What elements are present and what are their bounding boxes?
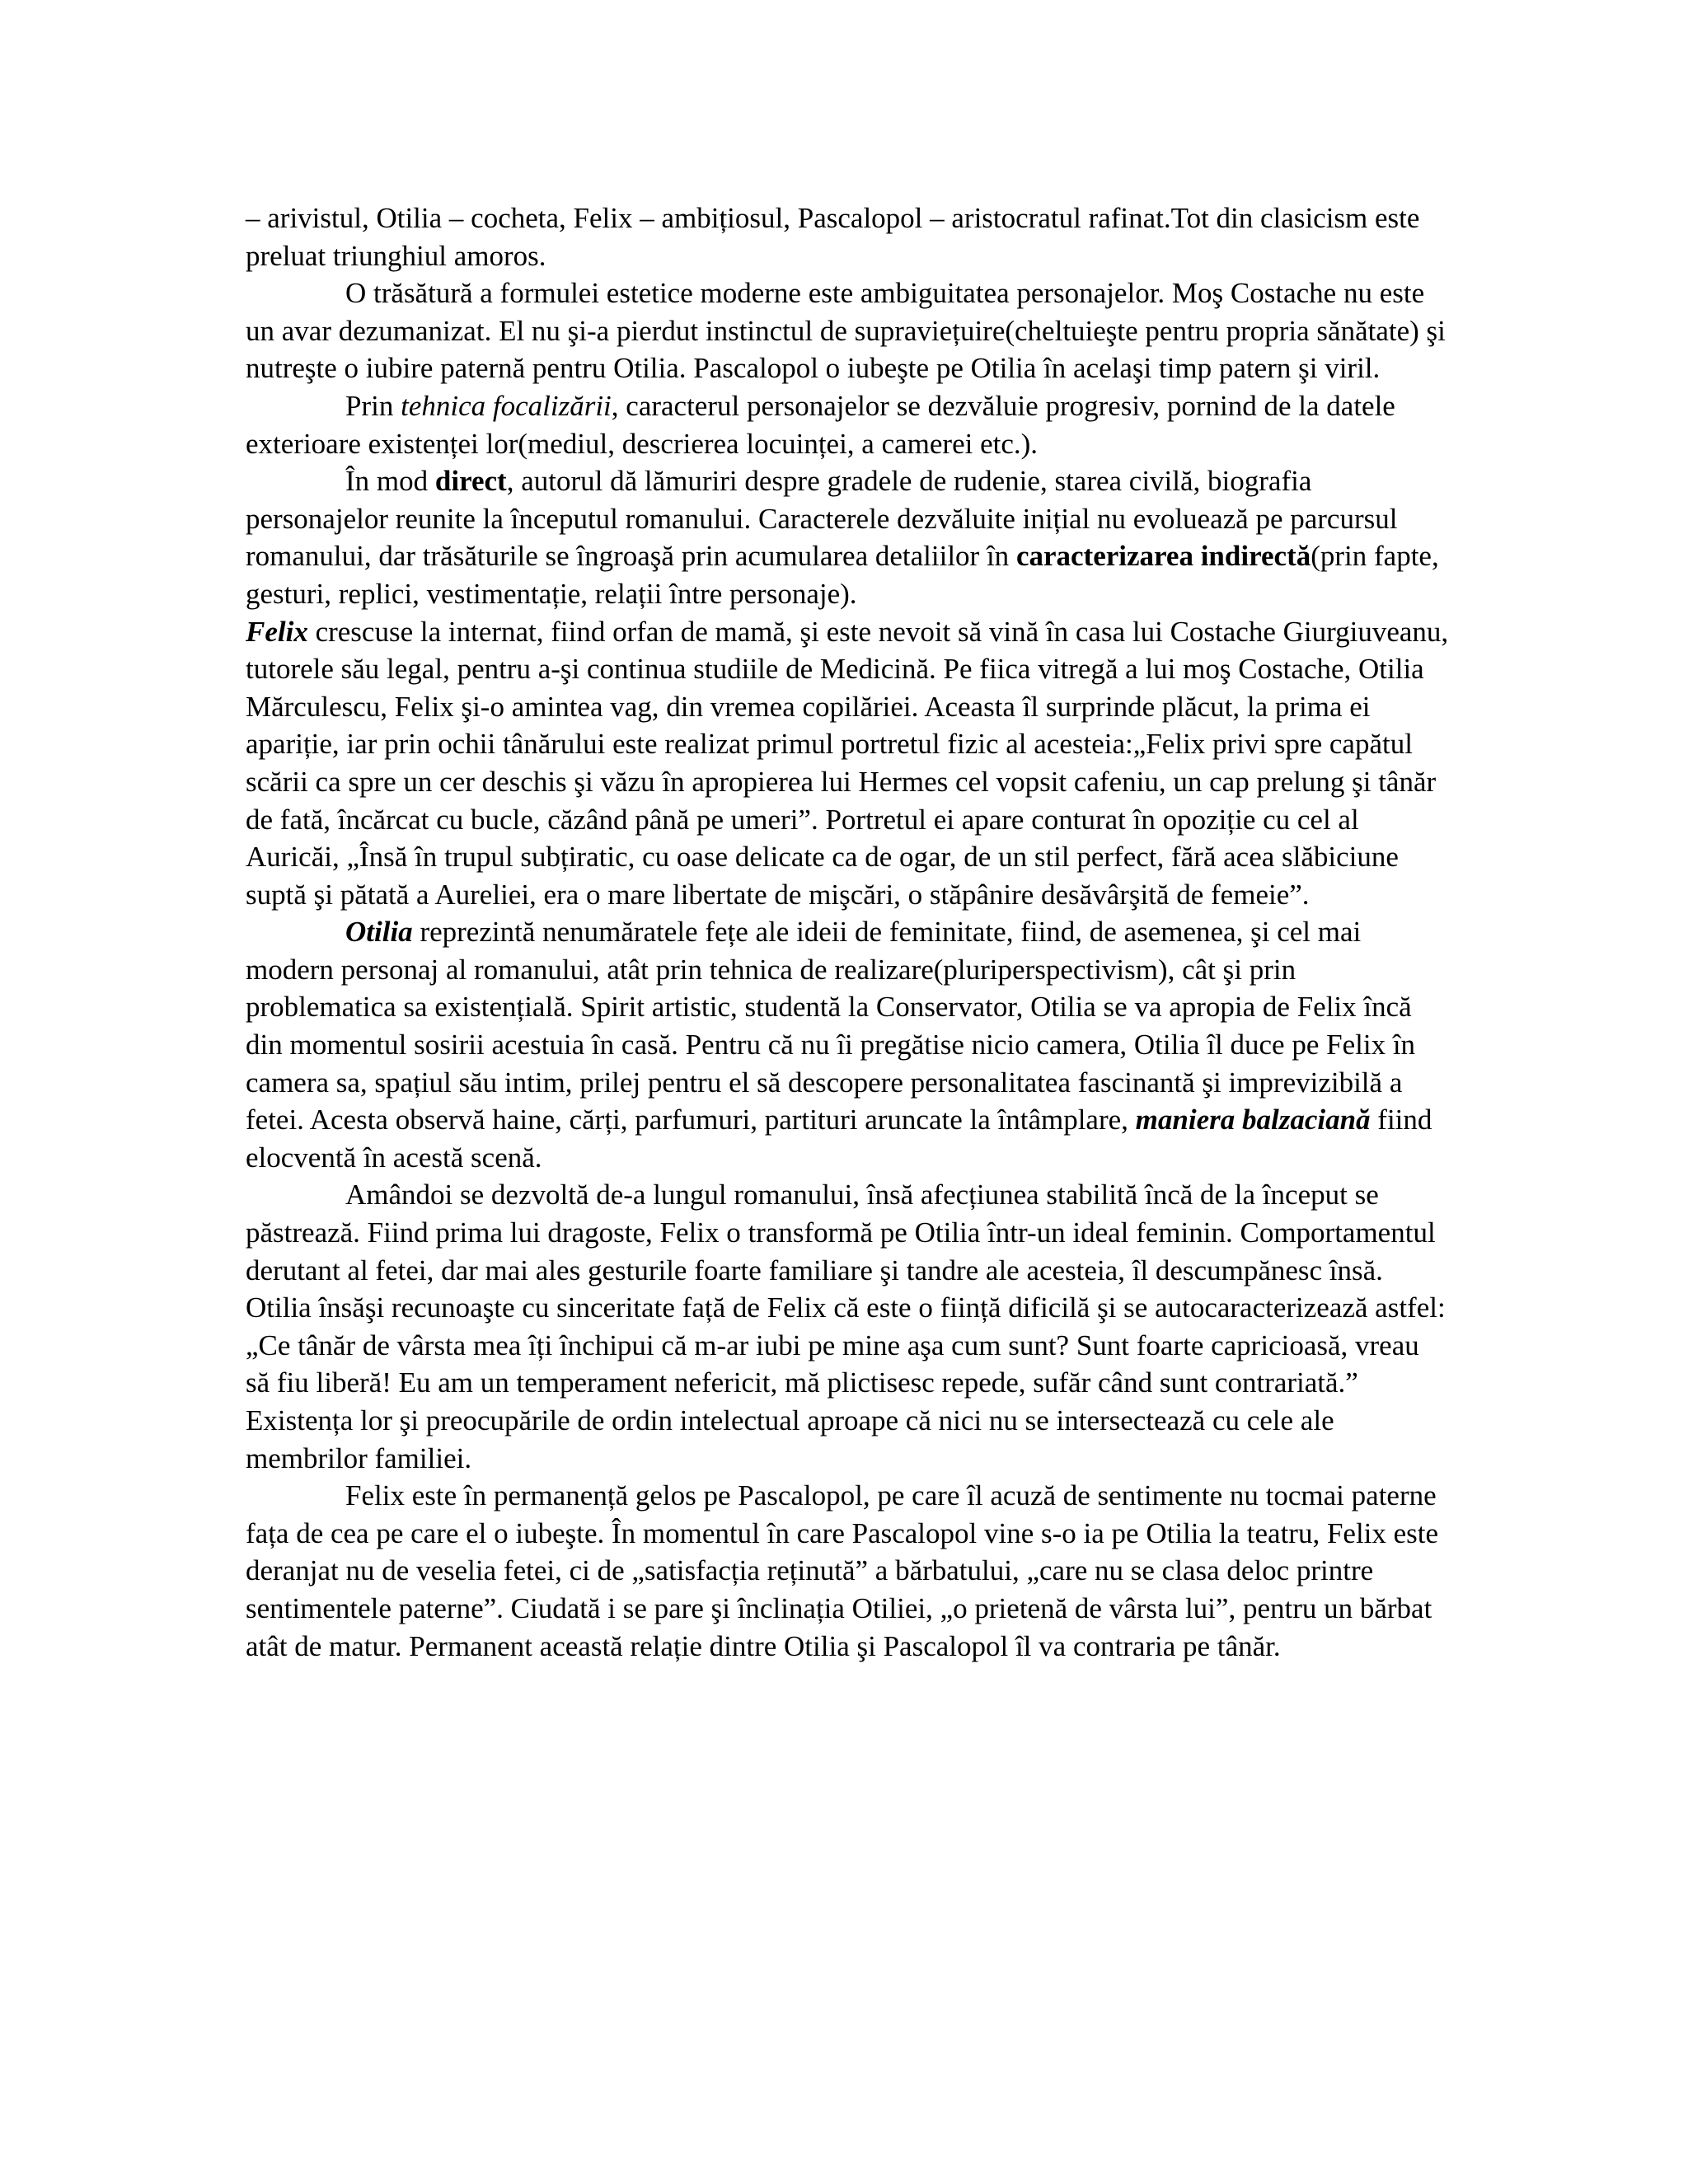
- text-run: – arivistul, Otilia – cocheta, Felix – ambițiosul, Pascalopol – aristocratul rafinat.Tot din clasicism este preluat triunghiul amoros.: [246, 202, 1420, 272]
- paragraph-5: [246, 613, 1449, 914]
- text-run: Prin: [345, 389, 401, 422]
- paragraph-4: [246, 462, 1449, 612]
- paragraph-3: [246, 387, 1449, 462]
- bold-term-direct: direct: [434, 465, 507, 498]
- text-run: O trăsătură a formulei estetice moderne este ambiguitatea personajelor. Moş Costache nu este un avar dezumanizat. El nu şi-a pierdut instinctul de supraviețuire(cheltuieşte pentru propria sănătate) şi nutreşte o iubire paternă pentru Otilia. Pascalopol o iubeşte pe Otilia în acelaşi timp patern şi viril.: [246, 277, 1446, 385]
- text-run: , autorul dă lămuriri despre gradele de rudenie, starea civilă, biografia personajelor reunite la începutul romanului. Caracterele dezvăluite inițial nu evoluează pe parcursul romanului, dar trăsăturile se îngroaşă prin acumularea detaliilor în: [246, 465, 1398, 573]
- text-run: crescuse la internat, fiind orfan de mamă, şi este nevoit să vină în casa lui Costache Giurgiuveanu, tutorele său legal, pentru a-şi continua studiile de Medicină. Pe fiica vitregă a lui moş Costache, Otilia Mărculescu, Felix şi-o amintea vag, din vremea copilăriei. Aceasta îl surprinde plăcut, la prima ei apariție, iar prin ochii tânărului este realizat primul portretul fizic al acesteia:„Felix privi spre capătul scării ca spre un cer deschis şi văzu în apropierea lui Hermes cel vopsit cafeniu, un cap prelung şi tânăr de fată, încărcat cu bucle, căzând până pe umeri”. Portretul ei apare conturat în opoziție cu cel al Auricăi, „Însă în trupul subțiratic, cu oase delicate ca de ogar, de un stil perfect, fără acea slăbiciune suptă şi pătată a Aureliei, era o mare libertate de mişcări, o stăpânire desăvârşită de femeie”.: [246, 615, 1449, 911]
- text-run: Amândoi se dezvoltă de-a lungul romanului, însă afecțiunea stabilită încă de la început se păstrează. Fiind prima lui dragoste, Felix o transformă pe Otilia într-un ideal feminin. Comportamentul derutant al fetei, dar mai ales gesturile foarte familiare şi tandre ale acesteia, îl descumpănesc însă. Otilia însăşi recunoaşte cu sinceritate față de Felix că este o ființă dificilă şi se autocaracterizează astfel: „Ce tânăr de vârsta mea îți închipui că m-ar iubi pe mine aşa cum sunt? Sunt foarte capricioasă, vreau să fiu liberă! Eu am un temperament nefericit, mă plictisesc repede, sufăr când sunt contrariată.” Existența lor şi preocupările de ordin intelectual aproape că nici nu se intersectează cu cele ale membrilor familiei.: [246, 1179, 1446, 1474]
- italic-term-tehnica-focalizarii: tehnica focalizării: [401, 389, 612, 422]
- character-name-felix: Felix: [246, 615, 308, 648]
- paragraph-7: [246, 1176, 1449, 1477]
- text-run: fiind elocventă în acestă scenă.: [246, 1104, 1432, 1174]
- paragraph-1: [246, 199, 1449, 274]
- bold-term-caracterizarea-indirecta: caracterizarea indirectă: [1015, 540, 1311, 573]
- text-run: , caracterul personajelor se dezvăluie progresiv, pornind de la datele exterioare existenței lor(mediul, descrierea locuinței, a camerei etc.).: [246, 389, 1395, 460]
- text-run: Felix este în permanență gelos pe Pascalopol, pe care îl acuză de sentimente nu tocmai paterne fața de cea pe care el o iubeşte. În momentul în care Pascalopol vine s-o ia pe Otilia la teatru, Felix este deranjat nu de veselia fetei, ci de „satisfacția reținută” a bărbatului, „care nu se clasa deloc printre sentimentele paterne”. Ciudată i se pare şi înclinația Otiliei, „o prietenă de vârsta lui”, pentru un bărbat atât de matur. Permanent această relație dintre Otilia şi Pascalopol îl va contraria pe tânăr.: [246, 1479, 1439, 1662]
- bolditalic-term-maniera-balzaciana: maniera balzaciană: [1135, 1104, 1371, 1137]
- paragraph-8: [246, 1477, 1449, 1665]
- paragraph-2: [246, 274, 1449, 387]
- character-name-otilia: Otilia: [345, 916, 413, 949]
- text-run: În mod: [345, 465, 435, 498]
- document-body: [246, 199, 1449, 1665]
- text-run: (prin fapte, gesturi, replici, vestimentație, relații între personaje).: [246, 540, 1439, 610]
- text-run: reprezintă nenumăratele fețe ale ideii de feminitate, fiind, de asemenea, şi cel mai modern personaj al romanului, atât prin tehnica de realizare(pluriperspectivism), cât şi prin problematica sa existențială. Spirit artistic, studentă la Conservator, Otilia se va apropia de Felix încă din momentul sosirii acestuia în casă. Pentru că nu îi pregătise nicio camera, Otilia îl duce pe Felix în camera sa, spațiul său intim, prilej pentru el să descopere personalitatea fascinantă şi imprevizibilă a fetei. Acesta observă haine, cărți, parfumuri, partituri aruncate la întâmplare,: [246, 916, 1416, 1137]
- paragraph-6: [246, 913, 1449, 1176]
